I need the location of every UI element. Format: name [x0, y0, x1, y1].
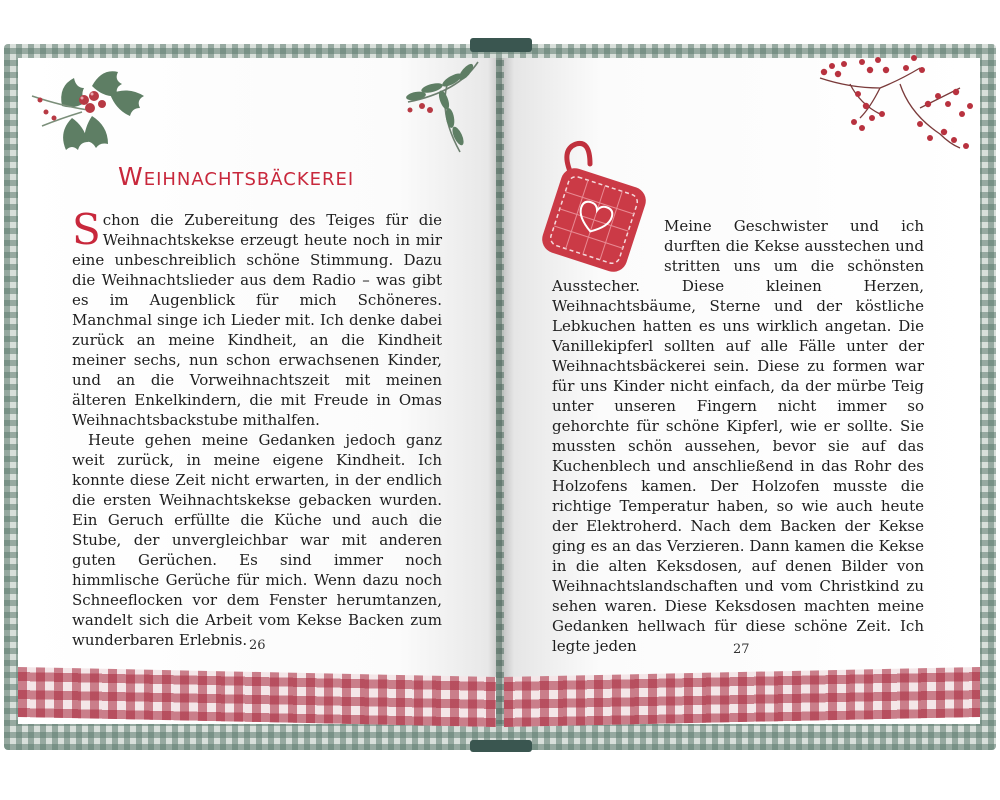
paragraph	[72, 205, 442, 430]
red-berry-branch-icon	[810, 48, 980, 158]
gingham-border-right	[504, 667, 980, 727]
drop-cap: S	[72, 205, 101, 254]
paragraph: Meine Geschwister und ich durften die Kekse ausstechen und stritten uns um die schönsten Ausstecher. Diese kleinen Herzen, Weihnachtsbäume, Sterne und der köstliche Lebkuchen hatten es uns wirklich angetan. Die Vanillekipferl sollten auf alle Fälle unter der Weihnachtsbäckerei sein. Diese zu formen war für uns Kinder nicht einfach, da der mürbe Teig unter unseren Fingern nicht immer so gehorchte für schöne Kipferl, wie er sollte. Sie mussten schön aussehen, bevor sie auf das Kuchenblech und anschließend in das Rohr des Holzofens kamen. Der Holzofen musste die richtige Temperatur haben, so wie auch heute der Elektroherd. Nach dem Backen der Kekse ging es an das Verzieren. Dann kamen die Kekse in die alten Keksdosen, auf denen Bilder von Weihnachtslandschaften und vom Christkind zu sehen waren. Diese Keksdosen machten meine Gedanken hellwach für diese schöne Zeit. Ich legte jeden	[552, 217, 924, 655]
page-number-right: 27	[733, 642, 750, 657]
page-number-left: 26	[249, 638, 266, 653]
paragraph-text: chon die Zubereitung des Teiges für die Weihnachtskekse erzeugt heute noch in mir eine unbeschreiblich schöne Stimmung. Dazu die Weihnachtslieder aus dem Radio – was gibt es im Augenblick für mich Schöneres. Manchmal singe ich Lieder mit. Ich denke dabei zurück an meine Kindheit, an die Kindheit meiner sechs, nun schon erwachsenen Kinder, und an die Vorweihnachtszeit mit meinen älteren Enkelkindern, die mit Freude in Omas Weihnachtsbackstube mithalfen.	[72, 211, 442, 429]
holly-icon	[22, 56, 172, 156]
book-spine-top	[470, 38, 532, 52]
book-spine-bottom	[470, 740, 532, 752]
chapter-title: Weihnachtsbäckerei	[118, 162, 355, 191]
left-page-body	[72, 205, 442, 650]
berry-sprig-icon	[388, 58, 488, 158]
right-page-body	[552, 216, 924, 656]
image-float-spacer	[552, 216, 664, 274]
page-gutter	[488, 58, 514, 724]
gingham-border-left	[18, 667, 496, 727]
paragraph: Heute gehen meine Gedanken jedoch ganz weit zurück, in meine eigene Kindheit. Ich konnte diese Zeit nicht erwarten, in der endlich die ersten Weihnachtskekse gebacken wurden. Ein Geruch erfüllte die Küche und auch die Stube, der unvergleichbar war mit anderen guten Gerüchen. Es sind immer noch himmlische Gerüche für mich. Wenn dazu noch Schneeflocken vor dem Fenster herumtanzen, wandelt sich die Arbeit vom Kekse Backen zum wunderbaren Erlebnis.	[72, 431, 442, 649]
